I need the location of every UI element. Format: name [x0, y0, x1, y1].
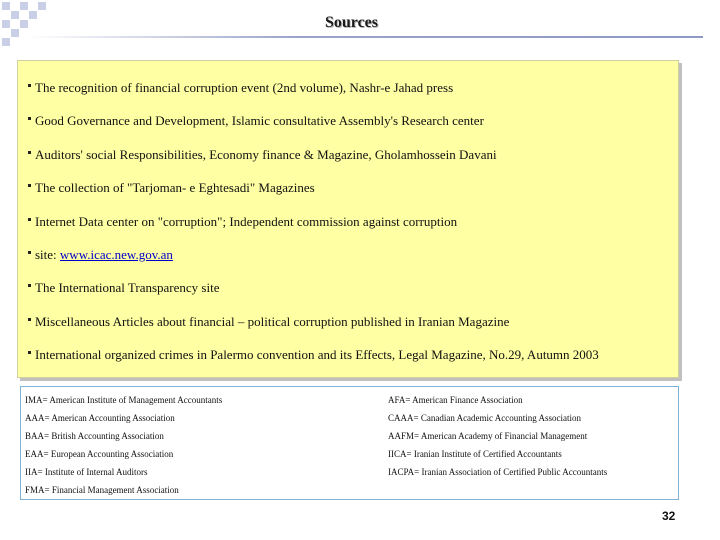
sources-box	[17, 60, 679, 378]
bullet-icon	[28, 318, 31, 321]
source-item	[28, 113, 484, 129]
abbreviation-item: AFA= American Finance Association	[388, 395, 523, 405]
source-item	[28, 247, 173, 263]
source-item	[28, 80, 453, 96]
bullet-icon	[28, 251, 31, 254]
source-text: International organized crimes in Palermo convention and its Effects, Legal Magazine, No.29, Autumn 2003	[35, 347, 599, 362]
abbreviation-item: FMA= Financial Management Association	[25, 485, 179, 495]
source-item	[28, 147, 497, 163]
bullet-icon	[28, 151, 31, 154]
page-number: 32	[662, 509, 676, 523]
bullet-icon	[28, 184, 31, 187]
bullet-icon	[28, 218, 31, 221]
source-item	[28, 280, 219, 296]
source-text: site:	[35, 247, 60, 262]
abbreviation-item: IMA= American Institute of Management Accountants	[25, 395, 223, 405]
abbreviation-item: IICA= Iranian Institute of Certified Accountants	[388, 449, 562, 459]
abbreviation-item: CAAA= Canadian Academic Accounting Association	[388, 413, 582, 423]
bullet-icon	[28, 351, 31, 354]
abbreviation-item: IACPA= Iranian Association of Certified Public Accountants	[388, 467, 608, 477]
source-text: The recognition of financial corruption event (2nd volume), Nashr-e Jahad press	[35, 80, 454, 95]
site-link[interactable]: www.icac.new.gov.an	[59, 247, 173, 262]
source-text: Miscellaneous Articles about financial – political corruption published in Iranian Magazine	[35, 314, 510, 329]
source-text: Internet Data center on "corruption"; Independent commission against corruption	[35, 214, 458, 229]
source-text: Auditors' social Responsibilities, Economy finance & Magazine, Gholamhossein Davani	[35, 147, 497, 162]
source-text: The collection of "Tarjoman- e Eghtesadi" Magazines	[35, 180, 315, 195]
abbreviation-item: BAA= British Accounting Association	[25, 431, 164, 441]
slide-title: Sources	[324, 14, 379, 31]
source-item	[28, 180, 315, 196]
abbreviation-item: AAFM= American Academy of Financial Management	[388, 431, 588, 441]
abbreviations-box	[20, 386, 679, 500]
title-underline	[28, 36, 703, 38]
source-item	[28, 214, 457, 230]
abbreviation-item: IIA= Institute of Internal Auditors	[25, 467, 148, 477]
bullet-icon	[28, 117, 31, 120]
bullet-icon	[28, 284, 31, 287]
bullet-icon	[28, 84, 31, 87]
source-text: Good Governance and Development, Islamic consultative Assembly's Research center	[35, 113, 484, 128]
source-item	[28, 347, 599, 363]
abbreviation-item: AAA= American Accounting Association	[25, 413, 175, 423]
source-item	[28, 314, 509, 330]
source-text: The International Transparency site	[35, 280, 220, 295]
abbreviation-item: EAA= European Accounting Association	[25, 449, 174, 459]
